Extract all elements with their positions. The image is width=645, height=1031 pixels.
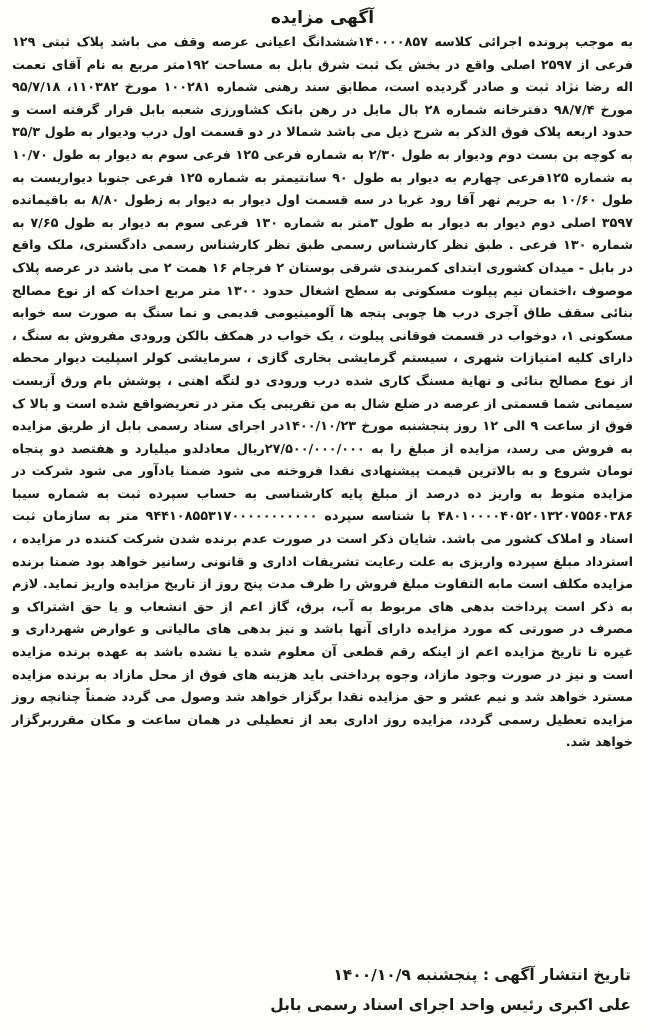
notice-body: به موجب پرونده اجرائی کلاسه ۱۴۰۰۰۰۸۵۷ششدانگ اعیانی عرصه وقف می باشد پلاک ثبتی ۱۲۹ فرعی از ۲۵۹۷ اصلی واقع در بخش یک ثبت شرق بابل به مساحت ۱۹۲متر مربع به نام آقای نعمت اله رضا نژاد ثبت و صادر گردیده است، مطابق سند رهنی شماره ۱۰۰۲۸۱ مورخ ۱۱۰۳۸۲، ۹۵/۷/۱۸ مورخ ۹۸/۷/۴ دفترخانه شماره ۲۸ بال مایل در رهن بانک کشاورزی شعبه بابل قرار گرفته است و حدود اربعه پلاک فوق الذکر به شرح ذیل می باشد شمالا در دو قسمت اول درب ودیوار به طول ۳۵/۳ به کوچه بن بست دوم ودیوار به طول ۲/۳۰ به شماره فرعی ۱۲۵ فرعی سوم به دیوار به طول ۱۰/۷۰ به شماره ۱۲۵فرعی چهارم به دیوار به طول ۹۰ سانتیمتر به شماره ۱۲۵ فرعی جنوبا دیواریست به طول ۱۰/۶۰ به حریم نهر آقا رود غربا در سه قسمت اول دیوار به دیوار به زطول ۸/۸۰ به باقیمانده ۳۵۹۷ اصلی دوم دیوار به دیوار به طول ۳متر به شماره ۱۳۰ فرعی سوم به دیوار به طول ۷/۶۵ به شماره ۱۳۰ فرعی . طبق نظر کارشناس رسمی طبق نظر کارشناس رسمی دادگستری، ملک واقع در بابل - میدان کشوری ابتدای کمربندی شرقی بوستان ۲ فرجام ۱۶ همت ۲ می باشد در عرصه پلاک موصوف ،اختمان نیم پیلوت مسکونی به سطح اشغال حدود ۱۳۰۰ متر مربع احداث که از نوع مصالح بنائی سقف طاق آجری درب ها چوبی پنجه ها آلومینیومی قدیمی و نما سنگ به صورت سه خوابه مسکونی ۱، دوخواب در قسمت فوقانی پیلوت ، یک خواب در همکف بالکن ورودی مفروش به سنگ ، دارای کلیه امتیازات شهری ، سیستم گرمایشی بخاری گازی ، سرمایشی کولر اسپلیت دیوار محطه از نوع مصالح بنائی و نهایة مسنگ کاری شده درب ورودی دو لنگه اهنی ، پوشش بام ورق آزبست سیمانی شما قسمتی از عرصه در ضلع شال به من تقریبی یک متر در تعریضواقع شده است و بالا ک فوق از ساعت ۹ الی ۱۲ روز پنجشنبه مورخ ۱۴۰۰/۱۰/۲۳در اجرای سناد رسمی بابل از طریق مزایده به فروش می رسد، مزایده از مبلغ را به ۲۷/۵۰۰/۰۰۰/۰۰۰ریال معادلدو میلیارد و هفتصد دو پنجاه تومان شروع و به بالاترین قیمت پیشنهادی نقدا فروخته می شود ضمنا یادآور می شود شرکت در مزایده منوط به واریز ده درصد از مبلغ پایه کارشناسی به حساب سپرده ثبت به شماره سیبا ۴۸۰۱۰۰۰۰۴۰۵۲۰۱۳۲۰۷۵۵۶۰۳۸۶ با شناسه سپرده ۹۴۴۱۰۸۵۵۳۱۷۰۰۰۰۰۰۰۰۰۰۰ متر به سازمان ثبت اسناد و املاک کشور می باشد. شایان ذکر است در صورت عدم برنده شدن شرکت کننده در مزایده ، استرداد مبلغ سپرده واریزی به علت رعایت تشریفات اداری و قانونی رسانیر خواهد بود ضمنا برنده مزایده مکلف است مابه التفاوت مبلغ فروش را ظرف مدت پنج روز از تاریخ مزایده واریز نماید. لازم به ذکر است پرداخت بدهی های مربوط به آب، برق، گاز اعم از حق انشعاب و یا حق اشتراک و مصرف در صورتی که مورد مزایده دارای آنها باشد و نیز بدهی های مالیاتی و عوارض شهرداری و غیره تا تاریخ مزایده اعم از اینکه رقم قطعی آن معلوم شده یا نشده باشد به عهده برنده مزایده است و نیز در صورت وجود مازاد، وجوه پرداختی باید هزینه های فوق از محل مازاد به برنده مزایده مسترد خواهد شد و نیم عشر و حق مزایده نقدا برگزار خواهد شد وصول می گردد ضمناً چنانچه روز مزایده تعطیل رسمی گردد، مزایده روز اداری بعد از تعطیلی در همان ساعت و مکان مقرربرگزار خواهد شد. <box>12 35 634 751</box>
publish-date-line: تاریخ انتشار آگهی : پنجشنبه ۱۴۰۰/۱۰/۹ <box>333 966 631 984</box>
notice-title: آگهی مزایده <box>270 8 375 28</box>
signature-line: علی اکبری رئیس واحد اجرای اسناد رسمی بابل <box>270 996 631 1014</box>
notice-footer <box>14 960 631 1020</box>
